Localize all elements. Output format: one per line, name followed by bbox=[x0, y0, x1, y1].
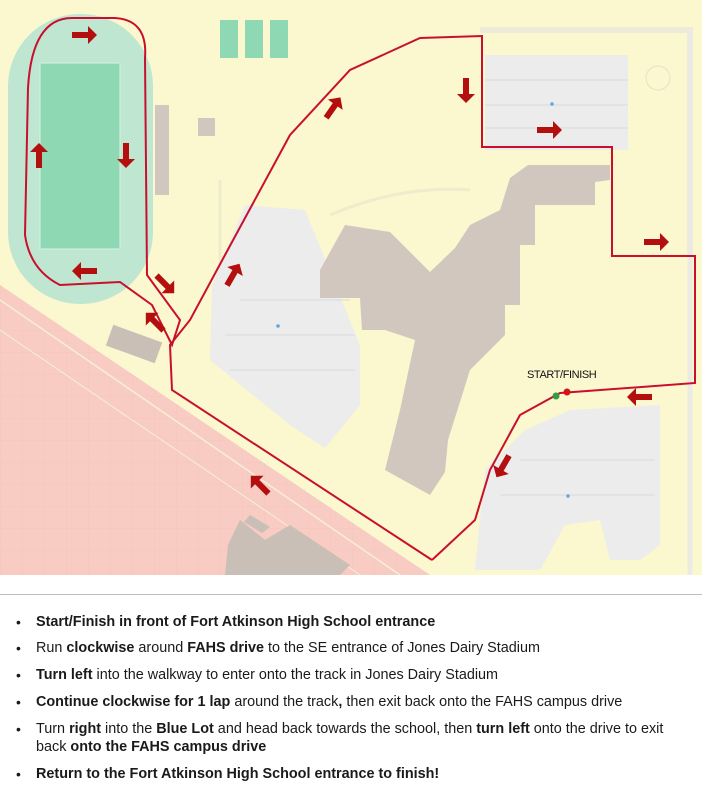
tennis-court bbox=[220, 20, 238, 58]
bullet: • bbox=[16, 640, 21, 656]
direction-text bbox=[36, 766, 439, 782]
bold-segment: clockwise bbox=[66, 640, 135, 656]
bold-segment: turn left bbox=[476, 721, 530, 737]
direction-step bbox=[0, 639, 702, 657]
bleachers bbox=[155, 105, 169, 195]
direction-step bbox=[0, 693, 702, 711]
divider bbox=[0, 594, 702, 595]
text-segment: Turn bbox=[36, 721, 70, 737]
text-segment: into the bbox=[101, 721, 157, 737]
bold-segment: Blue Lot bbox=[156, 721, 214, 737]
bullet: • bbox=[16, 694, 21, 710]
bold-segment: right bbox=[69, 721, 102, 737]
bold-segment: , bbox=[338, 694, 343, 710]
bullet: • bbox=[16, 614, 21, 630]
direction-step bbox=[0, 666, 702, 684]
direction-text bbox=[36, 640, 540, 656]
bullet: • bbox=[16, 721, 21, 737]
direction-text bbox=[36, 721, 663, 755]
stadium-field bbox=[40, 63, 120, 249]
bullet: • bbox=[16, 667, 21, 683]
text-segment: and head back towards the school, then bbox=[213, 721, 477, 737]
text-segment: onto the drive to exit back bbox=[36, 721, 664, 755]
start-finish-label: START/FINISH bbox=[527, 369, 597, 381]
direction-step bbox=[0, 765, 702, 783]
bold-segment: Return to the Fort Atkinson High School entrance to finish! bbox=[36, 766, 440, 782]
text-segment: to the SE entrance of Jones Dairy Stadium bbox=[264, 640, 540, 656]
text-segment: then exit back onto the FAHS campus drive bbox=[342, 694, 623, 710]
tennis-court bbox=[245, 20, 263, 58]
bold-segment: FAHS drive bbox=[187, 640, 264, 656]
bold-segment: Start/Finish in front of Fort Atkinson High School entrance bbox=[36, 614, 436, 630]
text-segment: around the track bbox=[230, 694, 339, 710]
direction-text bbox=[36, 667, 498, 683]
bold-segment: onto the FAHS campus drive bbox=[70, 739, 267, 755]
direction-step bbox=[0, 720, 702, 756]
direction-step bbox=[0, 613, 702, 631]
bold-segment: Turn left bbox=[36, 667, 93, 683]
bold-segment: Continue clockwise for 1 lap bbox=[36, 694, 231, 710]
start-marker bbox=[553, 393, 560, 400]
text-segment: Run bbox=[36, 640, 67, 656]
direction-text bbox=[36, 614, 435, 630]
direction-text bbox=[36, 694, 622, 710]
bullet: • bbox=[16, 766, 21, 782]
finish-marker bbox=[564, 389, 571, 396]
directions-list bbox=[0, 604, 702, 783]
text-segment: into the walkway to enter onto the track in Jones Dairy Stadium bbox=[92, 667, 499, 683]
tennis-court bbox=[270, 20, 288, 58]
parking-lot-north bbox=[485, 55, 628, 150]
text-segment: around bbox=[134, 640, 188, 656]
